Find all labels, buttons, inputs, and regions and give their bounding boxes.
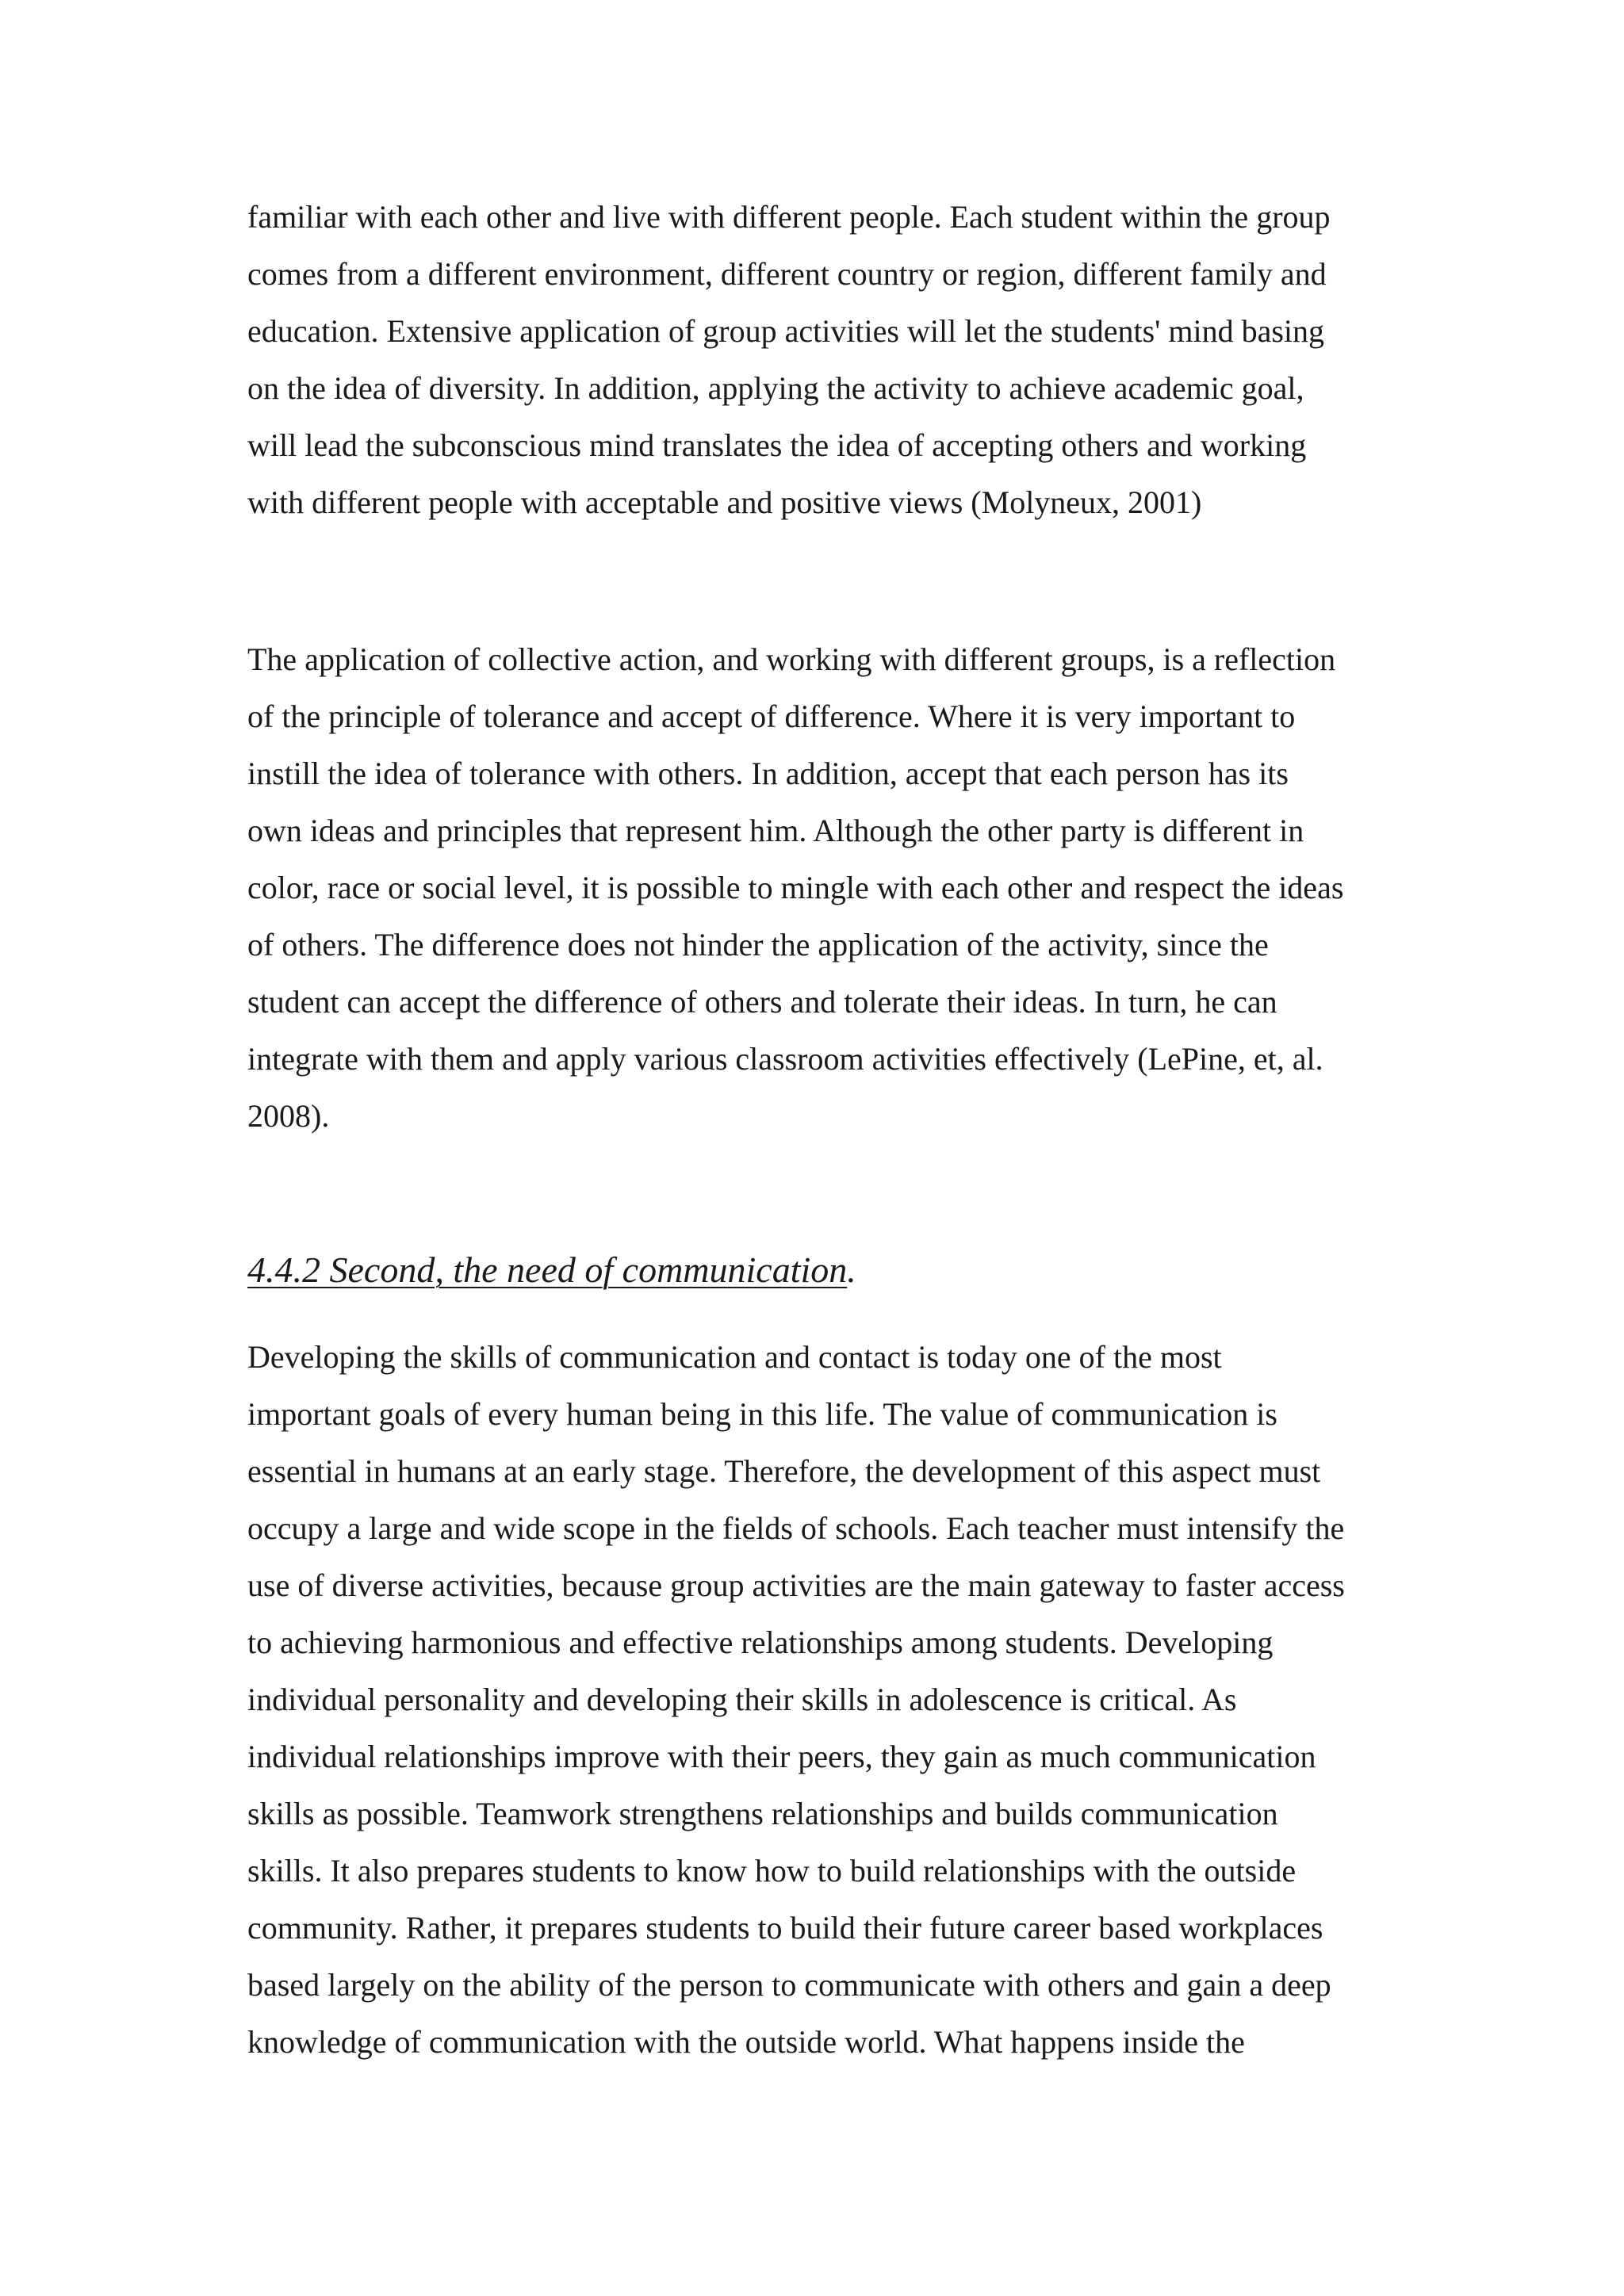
paragraph-line: of others. The difference does not hinder the application of the activity, since the xyxy=(247,927,1269,962)
paragraph-line: skills. It also prepares students to know how to build relationships with the outside xyxy=(247,1853,1297,1888)
paragraph-line: skills as possible. Teamwork strengthens relationships and builds communication xyxy=(247,1796,1278,1831)
paragraph-line: community. Rather, it prepares students to build their future career based workplaces xyxy=(247,1910,1323,1946)
paragraph-line: education. Extensive application of group activities will let the students' mind basing xyxy=(247,313,1325,349)
paragraph-line: occupy a large and wide scope in the fields of schools. Each teacher must intensify the xyxy=(247,1510,1345,1546)
paragraph-line: instill the idea of tolerance with others. In addition, accept that each person has its xyxy=(247,756,1289,791)
paragraph-line: essential in humans at an early stage. Therefore, the development of this aspect must xyxy=(247,1453,1321,1489)
paragraph-line: student can accept the difference of others and tolerate their ideas. In turn, he can xyxy=(247,984,1277,1020)
paragraph-line: of the principle of tolerance and accept of difference. Where it is very important to xyxy=(247,698,1296,734)
paragraph-line: Developing the skills of communication and contact is today one of the most xyxy=(247,1339,1222,1375)
paragraph-line: integrate with them and apply various classroom activities effectively (LePine, et, al. xyxy=(247,1041,1323,1077)
paragraph-line: 2008). xyxy=(247,1098,330,1134)
paragraph-line: own ideas and principles that represent him. Although the other party is different in xyxy=(247,813,1304,848)
paragraph-line: familiar with each other and live with different people. Each student within the group xyxy=(247,199,1331,235)
section-heading-period: . xyxy=(847,1249,856,1290)
paragraph-line: individual relationships improve with their peers, they gain as much communication xyxy=(247,1739,1316,1774)
section-heading-text: 4.4.2 Second, the need of communication xyxy=(247,1249,848,1290)
paragraph-line: color, race or social level, it is possible to mingle with each other and respect the ideas xyxy=(247,870,1344,905)
paragraph-line: will lead the subconscious mind translates the idea of accepting others and working xyxy=(247,427,1307,463)
paragraph-line: to achieving harmonious and effective relationships among students. Developing xyxy=(247,1624,1274,1660)
paragraph-line: based largely on the ability of the person to communicate with others and gain a deep xyxy=(247,1967,1331,2003)
paragraph-line: comes from a different environment, different country or region, different family and xyxy=(247,256,1327,292)
paragraph-line: knowledge of communication with the outside world. What happens inside the xyxy=(247,2024,1245,2060)
paragraph-line: The application of collective action, and working with different groups, is a reflection xyxy=(247,641,1336,677)
paragraph-line: individual personality and developing their skills in adolescence is critical. As xyxy=(247,1682,1237,1717)
paragraph-line: with different people with acceptable and positive views (Molyneux, 2001) xyxy=(247,484,1202,520)
section-heading xyxy=(247,1248,856,1292)
paragraph-line: use of diverse activities, because group activities are the main gateway to faster access xyxy=(247,1567,1345,1603)
paragraph-line: on the idea of diversity. In addition, applying the activity to achieve academic goal, xyxy=(247,370,1304,406)
paragraph-line: important goals of every human being in this life. The value of communication is xyxy=(247,1396,1277,1432)
